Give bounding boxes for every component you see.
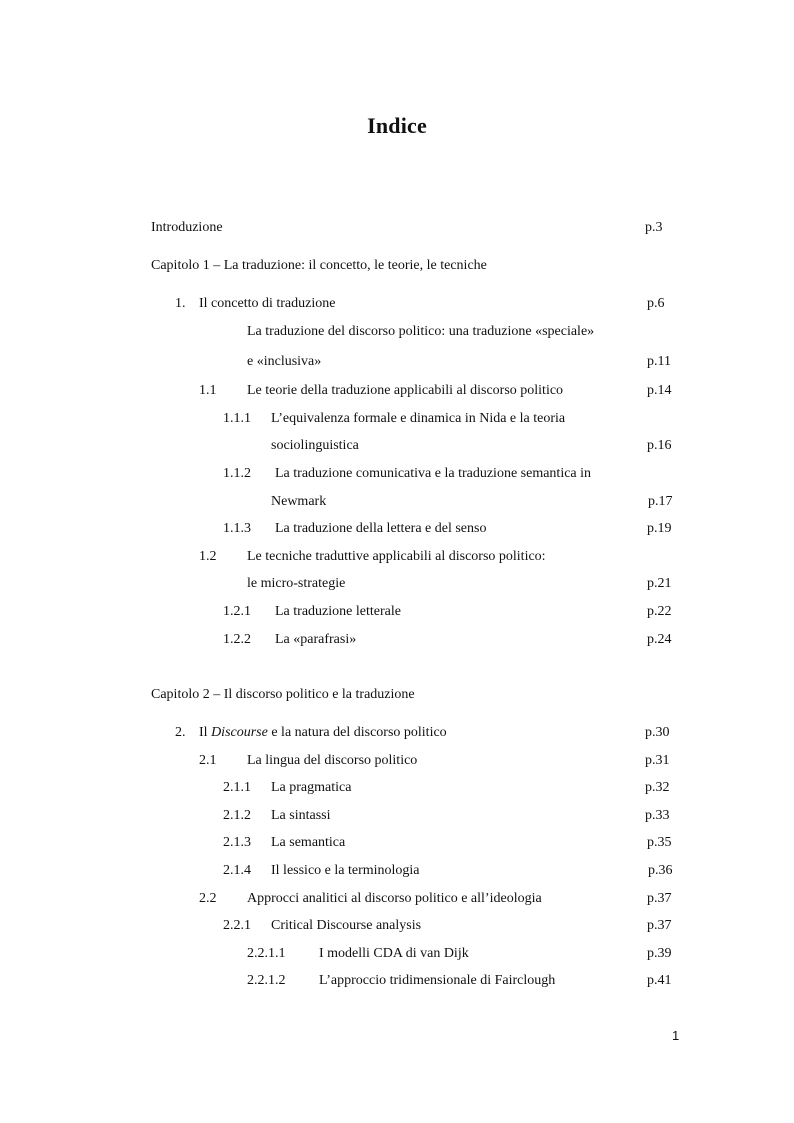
toc-entry-number: 1.2.2 [223, 632, 251, 647]
toc-page-ref: p.17 [648, 494, 673, 509]
toc-entry-text[interactable]: e «inclusiva» [247, 354, 322, 369]
page-title: Indice [367, 113, 427, 138]
toc-page-ref: p.14 [647, 383, 672, 398]
toc-page-ref: p.39 [647, 946, 672, 961]
toc-entry-number: 1. [175, 296, 186, 311]
toc-entry-number: 2.2.1.2 [247, 973, 286, 988]
toc-page-ref: p.37 [647, 918, 672, 933]
chapter-heading[interactable]: Capitolo 2 – Il discorso politico e la traduzione [151, 687, 415, 702]
toc-entry-number: 1.2.1 [223, 604, 251, 619]
toc-entry-text[interactable]: Il Discourse e la natura del discorso politico [199, 725, 447, 740]
toc-entry-text[interactable]: La pragmatica [271, 780, 352, 795]
toc-entry-number: 2.1.4 [223, 863, 251, 878]
toc-entry-text[interactable]: La traduzione comunicativa e la traduzione semantica in [275, 466, 592, 481]
toc-entry-number: 1.1.3 [223, 521, 251, 536]
toc-page-ref: p.32 [645, 780, 670, 795]
toc-entry-text[interactable]: Il lessico e la terminologia [271, 863, 420, 878]
toc-page-ref: p.24 [647, 632, 672, 647]
toc-page-ref: p.11 [647, 354, 671, 369]
toc-entry-number: 1.1.2 [223, 466, 251, 481]
toc-page-ref: p.31 [645, 753, 670, 768]
toc-entry-number: 2.2.1 [223, 918, 251, 933]
toc-page-ref: p.35 [647, 835, 672, 850]
chapter-heading[interactable]: Capitolo 1 – La traduzione: il concetto, le teorie, le tecniche [151, 258, 487, 273]
toc-page-ref: p.21 [647, 576, 672, 591]
toc-entry-number: 2.1 [199, 753, 217, 768]
toc-page-ref: p.16 [647, 438, 672, 453]
toc-entry-text[interactable]: L’approccio tridimensionale di Fairclough [319, 973, 556, 988]
toc-entry-text[interactable]: Le teorie della traduzione applicabili al discorso politico [247, 383, 564, 398]
toc-entry-number: 1.2 [199, 549, 217, 564]
toc-entry-number: 2.1.2 [223, 808, 251, 823]
toc-entry-number: 1.1.1 [223, 411, 251, 426]
toc-entry-text[interactable]: La traduzione del discorso politico: una traduzione «speciale» [247, 324, 595, 339]
toc-page-ref: p.36 [648, 863, 673, 878]
toc-entry-text[interactable]: Critical Discourse analysis [271, 918, 422, 933]
toc-entry-number: 2.2 [199, 891, 217, 906]
toc-entry-text[interactable]: La sintassi [271, 808, 331, 823]
toc-entry-emphasis: Discourse [211, 725, 268, 740]
toc-page-ref: p.19 [647, 521, 672, 536]
toc-entry-text[interactable]: I modelli CDA di van Dijk [319, 946, 469, 961]
toc-entry-text[interactable]: Le tecniche traduttive applicabili al discorso politico: [247, 549, 546, 564]
page-number: 1 [672, 1028, 680, 1043]
toc-entry-text[interactable]: Il concetto di traduzione [199, 296, 336, 311]
toc-entry-number: 2.1.1 [223, 780, 251, 795]
toc-entry-text[interactable]: La «parafrasi» [275, 632, 357, 647]
toc-page-ref: p.3 [645, 220, 663, 235]
toc-page-ref: p.41 [647, 973, 672, 988]
toc-entry-text[interactable]: Newmark [271, 494, 327, 509]
toc-page-ref: p.30 [645, 725, 670, 740]
toc-entry-text[interactable]: sociolinguistica [271, 438, 359, 453]
toc-entry-number: 1.1 [199, 383, 217, 398]
toc-entry-text[interactable]: Approcci analitici al discorso politico e all’ideologia [247, 891, 542, 906]
toc-entry-text[interactable]: le micro-strategie [247, 576, 346, 591]
toc-page-ref: p.33 [645, 808, 670, 823]
toc-entry-number: 2.1.3 [223, 835, 251, 850]
toc-entry-number: 2. [175, 725, 186, 740]
toc-page-ref: p.37 [647, 891, 672, 906]
toc-entry-text[interactable]: La lingua del discorso politico [247, 753, 418, 768]
toc-entry-text[interactable]: La traduzione letterale [275, 604, 401, 619]
toc-entry-text[interactable]: Introduzione [151, 220, 223, 235]
toc-page-ref: p.6 [647, 296, 665, 311]
toc-entry-text[interactable]: L’equivalenza formale e dinamica in Nida e la teoria [271, 411, 566, 426]
toc-entry-text[interactable]: La semantica [271, 835, 346, 850]
toc-entry-number: 2.2.1.1 [247, 946, 286, 961]
toc-entry-text[interactable]: La traduzione della lettera e del senso [275, 521, 487, 536]
toc-page-ref: p.22 [647, 604, 672, 619]
